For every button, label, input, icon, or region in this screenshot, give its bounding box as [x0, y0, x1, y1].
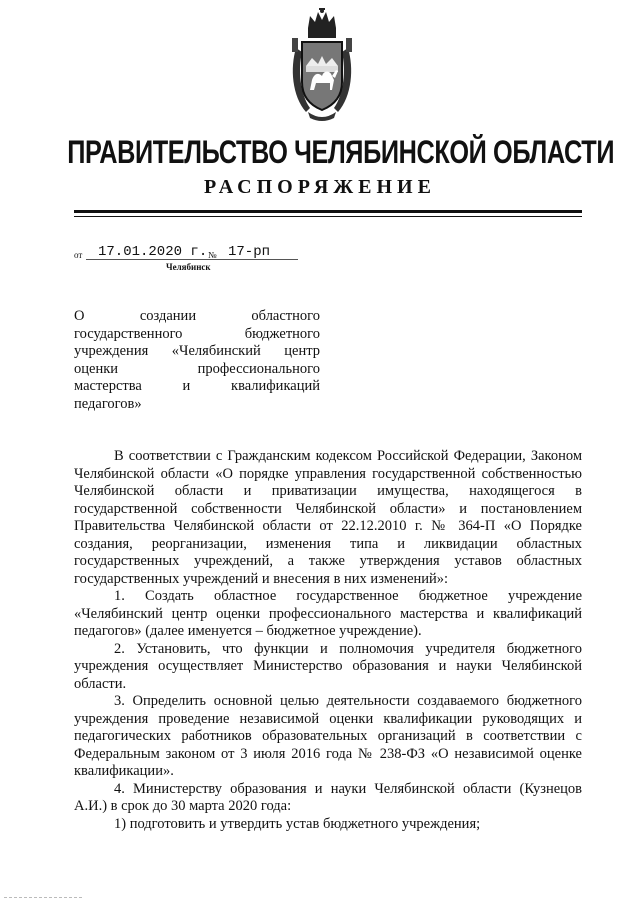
subject-line: оценки профессионального [74, 360, 320, 377]
clause-3: 3. Определить основной целью деятельности создаваемого бюджетного учреждения проведение независимой оценки квалификации руководящих и педагогических работников образовательных организаций в соответствии с Федеральным законом от 3 июля 2016 года № 238-ФЗ «О независимой оценке квалификации». [74, 693, 582, 779]
preamble-paragraph: В соответствии с Гражданским кодексом Российской Федерации, Законом Челябинской области «О порядке управления государственной собственностью Челябинской области и приватизации имущества, находящегося в государственной собственности Челябинской области» и постановлением Правительства Челябинской области от 22.12.2010 г. № 364-П «О Порядке создания, реорганизации, изменения типа и ликвидации областных государственных учреждений, а также утверждения уставов областных государственных учреждений и внесения в них изменений»: [74, 448, 582, 587]
number-label: № [208, 250, 217, 260]
subject-line: О создании областного [74, 308, 320, 324]
scan-artifact [4, 896, 84, 899]
subject-line: учреждения «Челябинский центр [74, 343, 320, 359]
clause-4: 4. Министерству образования и науки Челябинской области (Кузнецов А.И.) в срок до 30 марта 2020 года: [74, 780, 582, 814]
date-label: от [74, 250, 83, 260]
date-number-line [74, 244, 304, 264]
clause-2: 2. Установить, что функции и полномочия учредителя бюджетного учреждения осуществляет Министерство образования и науки Челябинской области. [74, 640, 582, 692]
clause-4-subitem-1: 1) подготовить и утвердить устав бюджетного учреждения; [114, 815, 481, 832]
document-subject [74, 308, 320, 413]
government-title: ПРАВИТЕЛЬСТВО ЧЕЛЯБИНСКОЙ ОБЛАСТИ [67, 134, 615, 170]
city: Челябинск [166, 262, 211, 272]
subject-line: педагогов» [74, 395, 142, 412]
number-value: 17-рп [228, 244, 271, 260]
clause-1: 1. Создать областное государственное бюджетное учреждение «Челябинский центр оценки профессионального мастерства и квалификаций педагогов» (далее именуется – бюджетное учреждение). [74, 588, 582, 639]
coat-of-arms-icon [288, 8, 356, 124]
document-body [74, 448, 582, 833]
header-rule-thin [74, 216, 582, 217]
subject-line: мастерства и квалификаций [74, 378, 320, 394]
header-rule-thick [74, 210, 582, 213]
subject-line: государственного бюджетного [74, 325, 320, 342]
document-type: РАСПОРЯЖЕНИЕ [204, 176, 436, 198]
date-value: 17.01.2020 г. [98, 244, 208, 260]
